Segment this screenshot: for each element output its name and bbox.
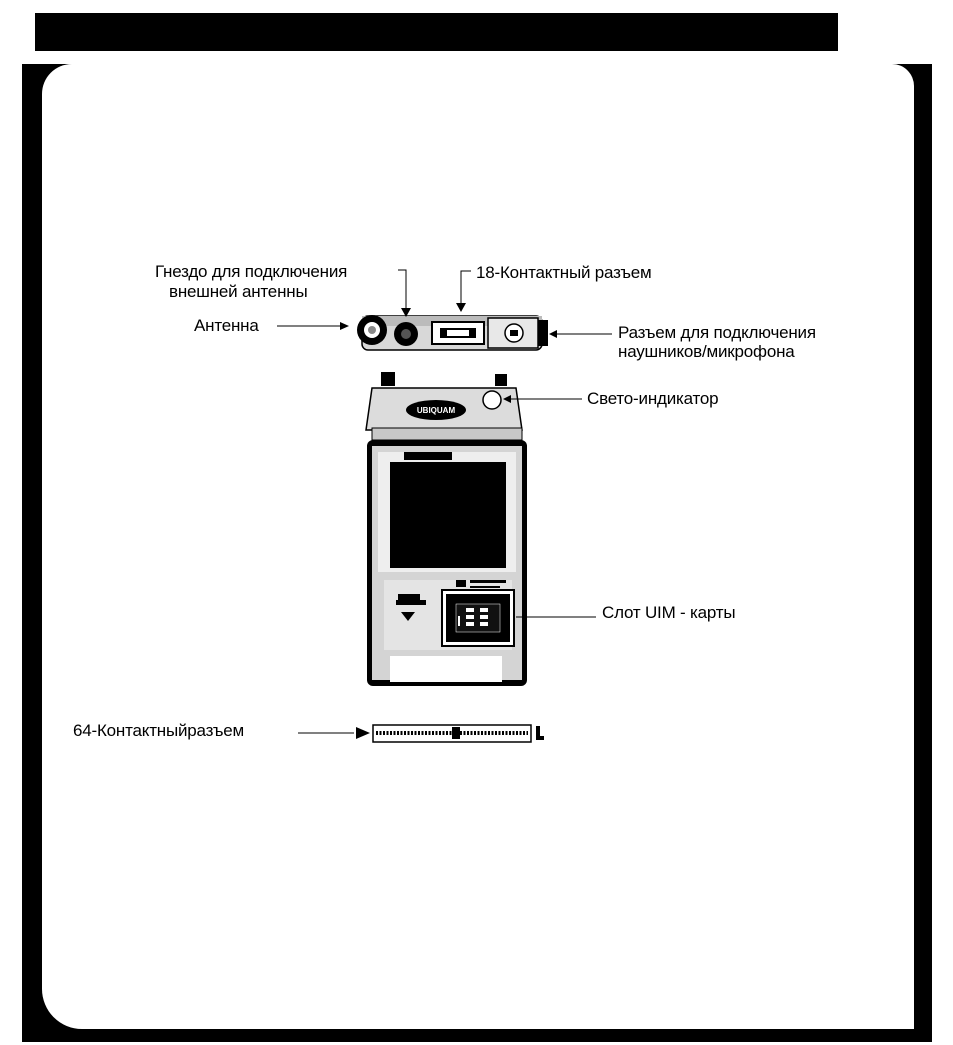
antenna-socket-label-line1: Гнездо для подключения <box>155 262 348 281</box>
card-front-view <box>366 372 527 686</box>
page-number: 5 <box>895 1012 904 1029</box>
brand-logo: UBIQUAM <box>416 406 456 415</box>
headset-label-line2: наушников/микрофона <box>618 342 795 361</box>
led-label: Свето-индикатор <box>587 389 719 408</box>
led-icon <box>483 391 501 409</box>
connector-18-label: 18-Контактный разъем <box>476 263 652 282</box>
card-top-view <box>357 315 548 350</box>
uim-slot-label: Слот UIM - карты <box>602 603 736 622</box>
antenna-socket-label-line2: внешней антенны <box>169 282 308 301</box>
connector-64-icon <box>356 725 544 742</box>
headset-label-line1: Разъем для подключения <box>618 323 816 342</box>
antenna-label: Антенна <box>194 316 259 335</box>
connector-64-label: 64-Контактныйразъем <box>73 721 244 740</box>
